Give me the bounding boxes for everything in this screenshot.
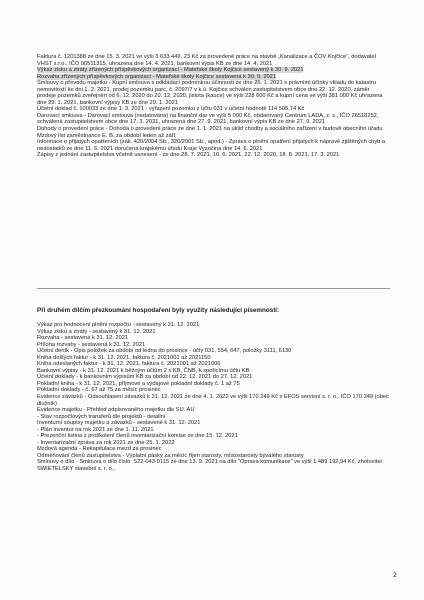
paragraph-text: Mzdová agenda - Rekapitulace mezd za prosinec [37, 446, 162, 453]
paragraph-text: Účetní deník - Opis položek za období od ledna do prosince - účty 031, 554, 647, položky 3111, 6130 [37, 348, 292, 355]
paragraph-text: Evidence závazků - Odsouhlasení závazků k 31. 12. 2021 ze dne 4. 1. 2022 ve výši 170 249 Kč s EFOS servisní s. r. o., IČO 170 249 (obec dlužník) [37, 394, 389, 407]
paragraph-text: Pokladní doklady - č. 67 až 75 za měsíc prosinec [37, 387, 161, 394]
paragraph-text: - Stav rozpočtových transferů dle projektů - detailní [37, 413, 166, 420]
document-lower-section [37, 322, 390, 473]
section-divider [37, 288, 390, 289]
paragraph-text: Kniha odeslaných faktur - k 31. 12. 2021, faktura č. 2021001 až 2021006 [37, 361, 221, 368]
document-upper-section [37, 54, 390, 159]
paragraph-text: Mzdový list zaměstnance E. B. za období leden až září [37, 132, 176, 139]
document-paragraph [37, 139, 390, 152]
paragraph-text: Darovací smlouva - Darovací smlouva (nedatována) na finanční dar ve výši 5 000 Kč, obdarovaný Centrum LADA, z. s., IČO 26518252, schválená zastupitelstvem obce dne 17. 3. 2021, uhrazená dne 27. 9. 2021, bankovní výpis KB ze dne 27. 9. 2021 [37, 112, 379, 126]
paragraph-text: Příloha rozvahy - sestavená k 31. 12. 2021 [37, 341, 146, 348]
paragraph-text: Zápisy z jednání zastupitelstva včetně usnesení - ze dne 28. 7. 2021, 10. 6. 2021, 22. 12. 2020, 18. 8. 2021, 17. 3. 2021 [37, 152, 340, 159]
document-paragraph [37, 54, 390, 67]
document-paragraph [37, 459, 390, 472]
paragraph-text: Rozvaha zřízených příspěvkových organizací - Mateřské školy Kojčice sestavená k 30. 9. 2021 [37, 73, 276, 80]
paragraph-text: Smlouvy o převodu majetku - Kupní smlouva s odkládací podmínkou účinnosti ze dne 26. 1. 2021 s právními účinky vkladu do katastru nemovitostí ke dni 1. 2. 2021, prodej pozemku parc. č. 2097/7 v k.ú. Kojčice schválen zastupitelstvem obce dne 22. 12. 2020, záměr prodeje pozemků zveřejněn od 6. 12. 2020 do 20. 12. 2020, jistota (kauce) ve výši 228 600 Kč a kupní cena ve výši 381 000 Kč uhrazena dne 29. 1. 2021, bankovní výpisy KB ze dne 29. 1. 2021 [37, 80, 383, 106]
paragraph-text: Pokladní kniha - k 31. 12. 2021, příjmové a výdajové pokladní doklady č. 1 až 75 [37, 380, 240, 387]
paragraph-text: Odměňování členů zastupitelstva - Výplatní pásky za měsíc říjen starosty, místostarosty bývalého starosty [37, 452, 304, 459]
document-paragraph [37, 152, 390, 159]
paragraph-text: Kniha došlých faktur - k 31. 12. 2021, faktura č. 2021001 až 2021150 [37, 354, 211, 361]
document-paragraph [37, 394, 390, 407]
paragraph-text: - Inventarizační zpráva za rok 2021 ze dne 25. 1. 2022 [37, 439, 175, 446]
paragraph-text: Bankovní výpisy - k 31. 12. 2021 k běžným účtům 2 x KB, ČNB, k spořicímu účtu KB [37, 367, 250, 374]
paragraph-text: - Plán inventur na rok 2021 ze dne 1. 11. 2021 [37, 426, 154, 433]
document-paragraph [37, 113, 390, 126]
section-heading: Při druhém dílčím přezkoumání hospodaření byly využity následující písemnosti: [37, 307, 280, 314]
paragraph-text: Výkaz zisku a ztráty - sestavený k 31. 12. 2021 [37, 328, 156, 335]
paragraph-text: Evidence majetku - Přehled odpisovaného majetku dle SU. AU [37, 407, 195, 414]
page-number: 2 [393, 572, 397, 579]
paragraph-text: Účetní doklady - k bankovním výpisům KB za období od 22. 12. 2021 do 27. 12. 2021 [37, 374, 253, 381]
paragraph-text: Smlouvy o dílo - Smlouva o dílo číslo: S22-043-0115 ze dne 13. 9. 2021 na dílo "Oprava komunikace" ve výši 1 489 192,94 Kč, zhotovitel SWIETELSKY stavební s. r. o., [37, 459, 382, 473]
paragraph-text: Dohody o provedení práce - Dohoda o provedení práce ze dne 1. 1. 2021 na úklid chodby a sociálního zařízení v budově obecního úřadu [37, 126, 383, 133]
document-paragraph [37, 80, 390, 106]
paragraph-text: Inventurní soupisy majetku a závazků - sestavené k 31. 12. 2021 [37, 420, 201, 427]
paragraph-text: Faktura č. 1201388 ze dne 15. 3. 2021 ve výši 3 633 449, 23 Kč za provedené práce na stavbě „Kanalizace a ČOV Kojčice“, dodavatel VHST s.r.o., IČO 00511315, uhrazena dne 14. 4. 2021, bankovní výpis KB ze dne 14. 4. 2021 [37, 54, 376, 67]
paragraph-text: Účetní doklad č. 100033 ze dne 1. 3. 2021 - vyřazení pozemku z účtu 031 v účetní hodnotě 114 505,74 Kč [37, 106, 305, 113]
paragraph-text: Výkaz zisku a ztráty zřízených příspěvkových organizací - Mateřské školy Kojčice sestavený k 30. 9. 2021 [37, 67, 304, 74]
paragraph-text: - Prezenční listina z proškolení členů inventarizační komise ze dne 15. 12. 2021 [37, 433, 238, 440]
paragraph-text: Výkaz pro hodnocení plnění rozpočtu - sestavený k 31. 12. 2021 [37, 322, 200, 328]
paragraph-text: Rozvaha - sestavená k 31. 12. 2021 [37, 335, 129, 342]
paragraph-text: Informace o přijatých opatřeních (zák. 420/2004 Sb., 320/2001 Sb., apod.) - Zpráva o plnění opatření přijatých k nápravě zjištěných chyb a nedostatků ze dne 11. 6. 2021 doručená krajskému úřadu Kraje Vysočina dne 14. 6. 2021 [37, 139, 386, 152]
